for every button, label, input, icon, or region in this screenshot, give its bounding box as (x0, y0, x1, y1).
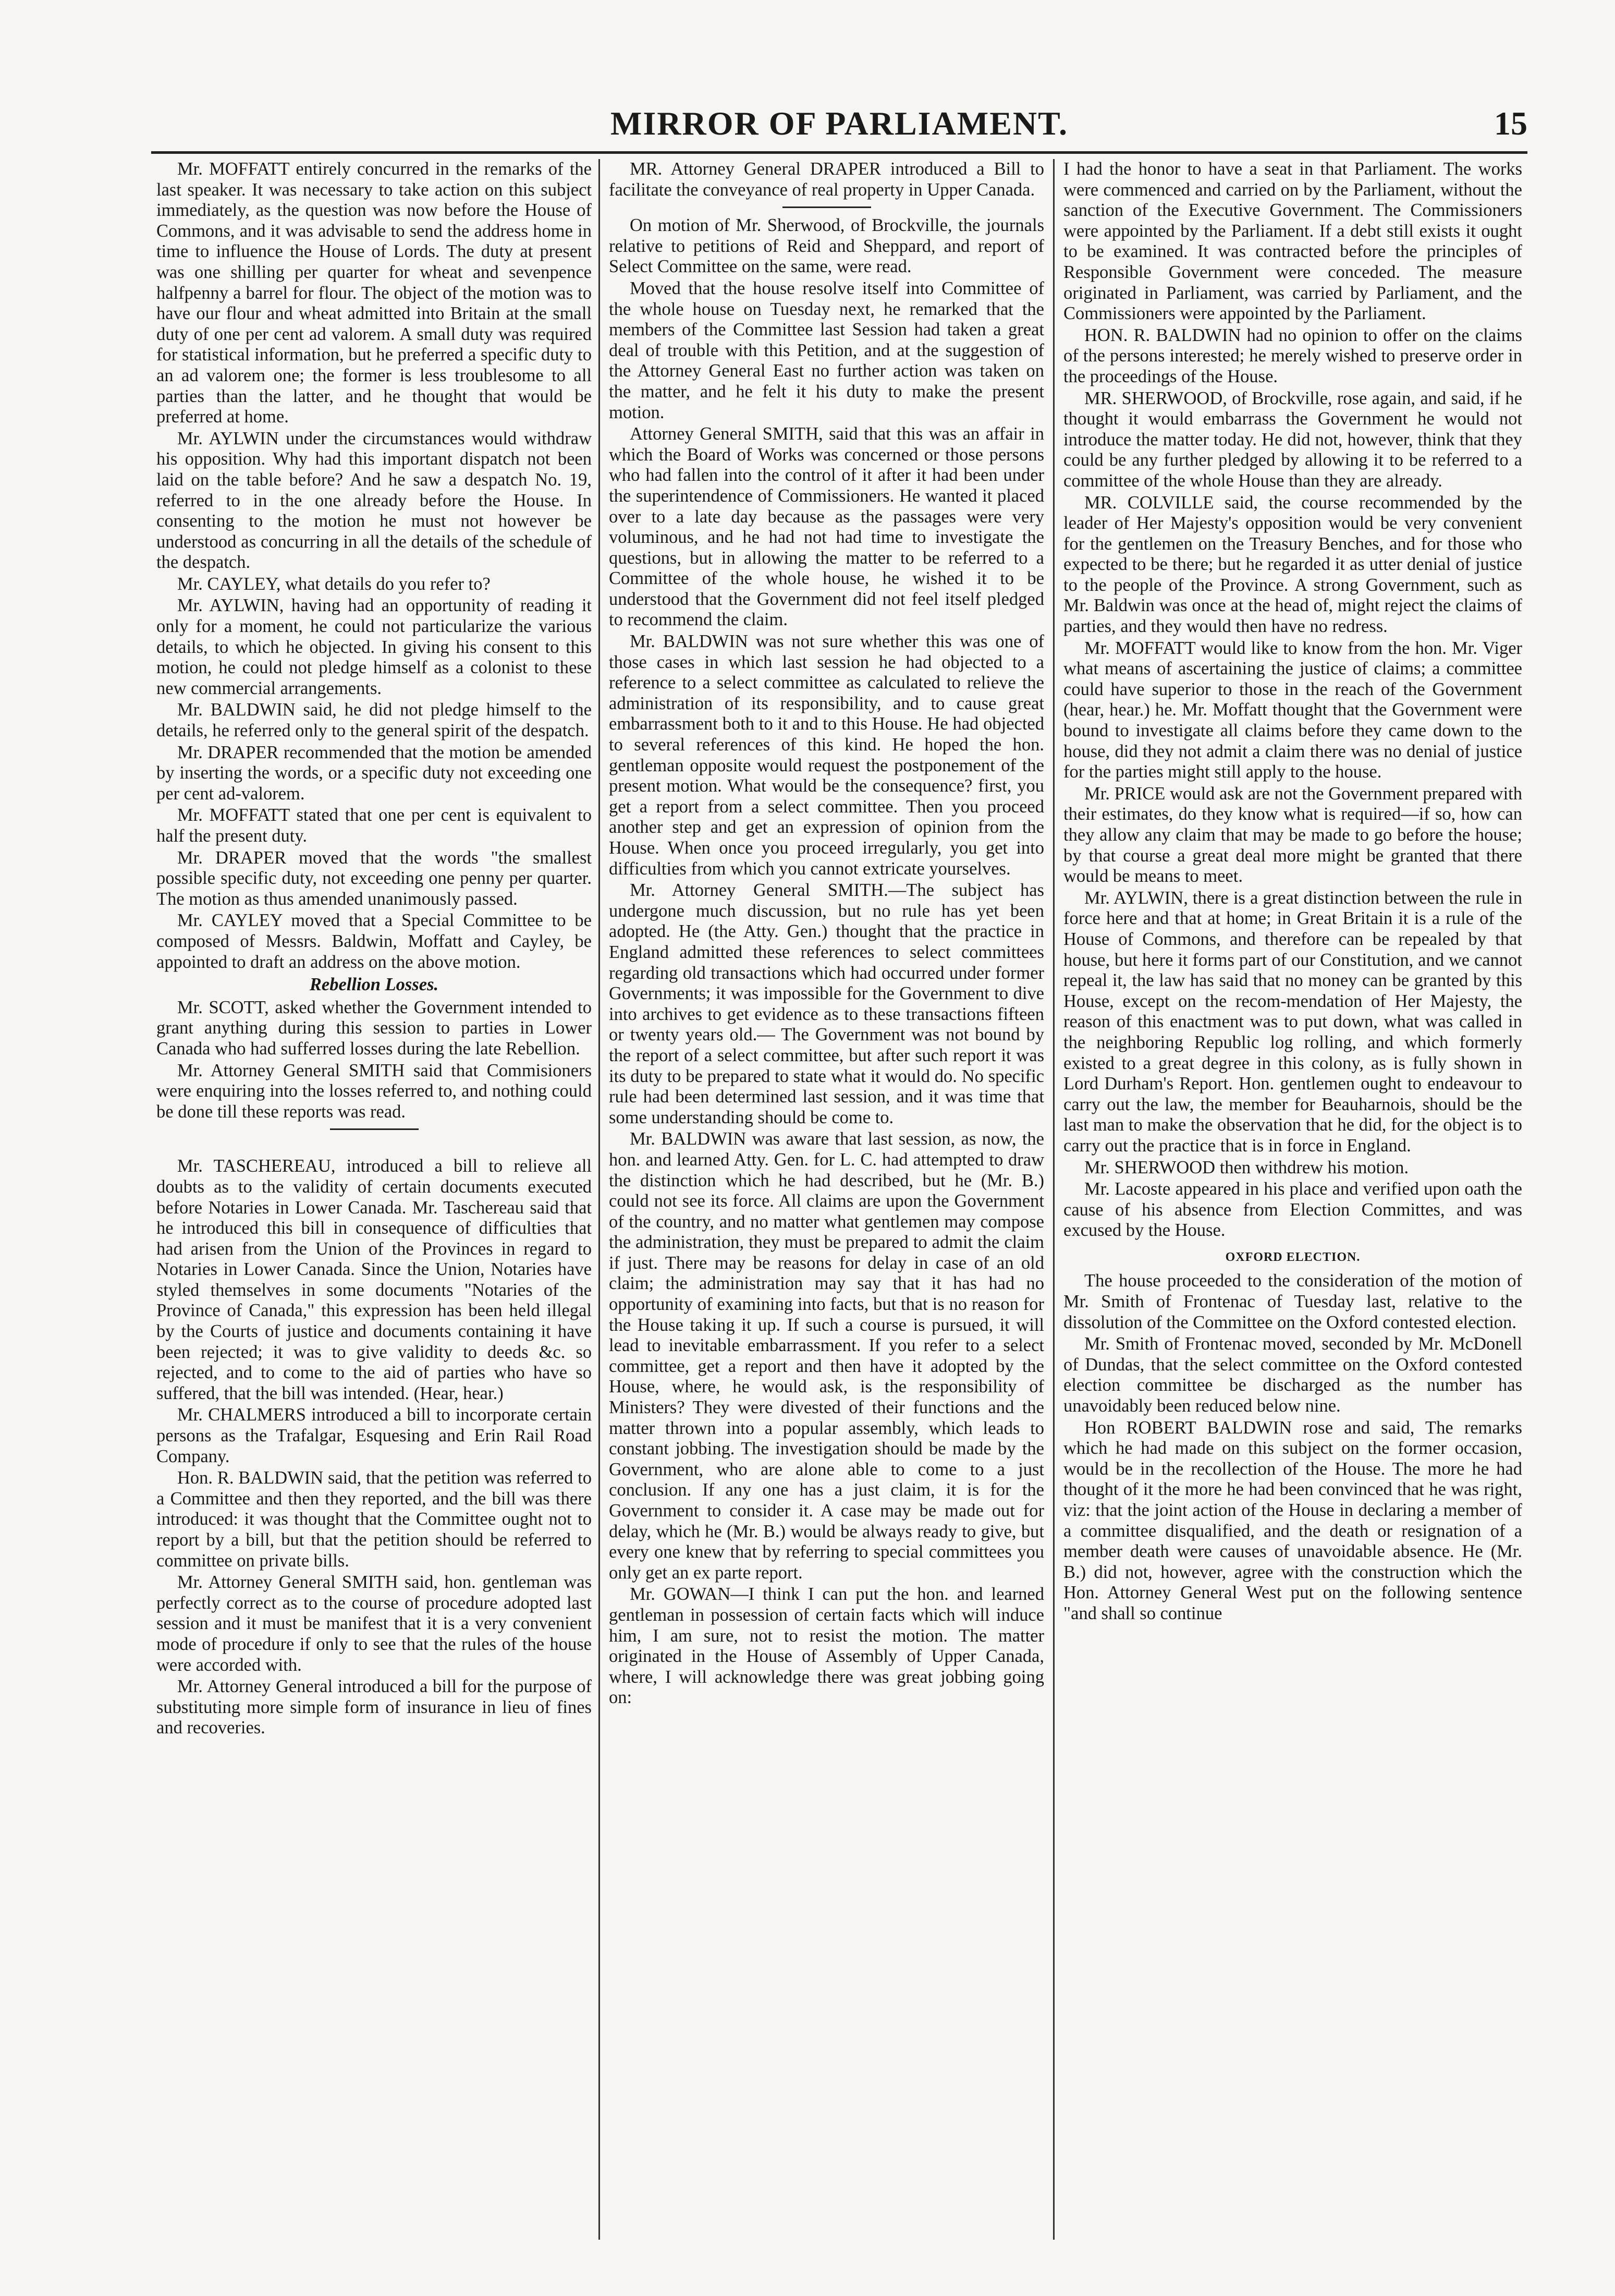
paragraph: Mr. GOWAN—I think I can put the hon. and learned gentleman in possession of certain facts which will induce him, I am sure, not to resist the motion. The matter originated in the House of Assembly of Upper Canada, where, I will acknowledge there was great jobbing going on: (609, 1584, 1044, 1708)
column-2 (609, 159, 1044, 2240)
header-rule (151, 151, 1527, 154)
column-divider (1053, 159, 1055, 2240)
page-header (151, 104, 1527, 146)
paragraph: Mr. TASCHEREAU, introduced a bill to relieve all doubts as to the validity of certain documents executed before Notaries in Lower Canada. Mr. Taschereau said that he introduced this bill in consequence of difficulties that had arisen from the Union of the Provinces in regard to Notaries in Lower Canada. Since the Union, Notaries have styled themselves in some documents "Notaries of the Province of Canada," this expression has been held illegal by the Courts of justice and documents containing it have been rejected; it was to give validity to deeds &c. so rejected, and to come to the aid of parties who have so suffered, that the bill was intended. (Hear, hear.) (156, 1156, 592, 1403)
column-3 (1063, 159, 1522, 2240)
paragraph: The house proceeded to the consideration of the motion of Mr. Smith of Frontenac of Tuesday last, relative to the dissolution of the Committee on the Oxford contested election. (1063, 1271, 1522, 1332)
paragraph: Mr. DRAPER moved that the words "the smallest possible specific duty, not exceeding one penny per quarter. The motion as thus amended unanimously passed. (156, 847, 592, 909)
paragraph: MR. Attorney General DRAPER introduced a Bill to facilitate the conveyance of real property in Upper Canada. (609, 159, 1044, 200)
page-number: 15 (1494, 105, 1527, 142)
section-heading: Rebellion Losses. (309, 975, 439, 995)
paragraph: Attorney General SMITH, said that this was an affair in which the Board of Works was concerned or those persons who had fallen into the control of it after it had been under the superintendence of Commissioners. He wanted it placed over to a late day because as the passages were very voluminous, and he had not had time to investigate the questions, but in allowing the matter to be referred to a Committee of the whole house, he wished it to be understood that the Government did not feel itself pledged to recommend the claim. (609, 424, 1044, 630)
section-rule (782, 206, 871, 208)
paragraph: Mr. CHALMERS introduced a bill to incorporate certain persons as the Trafalgar, Esquesing and Erin Rail Road Company. (156, 1405, 592, 1466)
paragraph: Mr. AYLWIN, there is a great distinction between the rule in force here and that at home; in Great Britain it is a rule of the House of Commons, and therefore can be repealed by that house, but here it forms part of our Constitution, and we cannot repeal it, the law has said that no money can be granted by this House, except on the recom-mendation of Her Majesty, the reason of this enactment was to put down, what was called in the neighboring Republic log rolling, and which formerly existed to a great degree in this colony, as is fully shown in Lord Durham's Report. Hon. gentlemen ought to endeavour to carry out the law, the member for Beauharnois, should be the last man to make the observation that he did, for the object is to carry out the practice that is in force in England. (1063, 888, 1522, 1156)
paragraph: Mr. BALDWIN was aware that last session, as now, the hon. and learned Atty. Gen. for L. C. had attempted to draw the distinction which he had described, but he (Mr. B.) could not see its force. All claims are upon the Government of the country, and no matter what gentlemen may compose the administration, they must be prepared to admit the claim if just. There may be reasons for delay in case of an old claim; the administration may say that it has had no opportunity of examining into facts, but that is no reason for the House taking it up. If such a course is pursued, it will lead to inevitable embarrassment. If you refer to a select committee, get a report and then have it adopted by the House, where, he would ask, is the responsibility of Ministers? They were divested of their functions and the matter thrown into a popular assembly, which leads to constant jobbing. The investigation should be made by the Government, who are alone able to come to a just conclusion. If any one has a just claim, it is for the Government to consider it. A case may be made out for delay, which he (Mr. B.) would be always ready to give, but every one knew that by referring to special committees you only get an ex parte report. (609, 1129, 1044, 1583)
column-divider (598, 159, 600, 2240)
paragraph: HON. R. BALDWIN had no opinion to offer on the claims of the persons interested; he merely wished to preserve order in the proceedings of the House. (1063, 325, 1522, 386)
paragraph: Mr. BALDWIN was not sure whether this was one of those cases in which last session he had objected to a reference to a select committee as calculated to relieve the administration of its responsibility, and to cause great embarrassment both to it and to this House. He had objected to several references of this kind. He hoped the hon. gentleman opposite would request the postponement of the present motion. What would be the consequence? first, you get a report from a select committee. Then you proceed another step and get an expression of opinion from the House. When once you proceed irregularly, you get into difficulties from which you cannot extricate yourselves. (609, 631, 1044, 879)
paragraph: Mr. Attorney General introduced a bill for the purpose of substituting more simple form of insurance in lieu of fines and recoveries. (156, 1677, 592, 1738)
paragraph: Mr. AYLWIN under the circumstances would withdraw his opposition. Why had this important dispatch not been laid on the table before? And he saw a despatch No. 19, referred to in the one already before the House. In consenting to the motion he must not however be understood as concurring in all the details of the schedule of the despatch. (156, 428, 592, 573)
paragraph: Mr. MOFFATT would like to know from the hon. Mr. Viger what means of ascertaining the justice of claims; a committee could have superior to those in the reach of the Government (hear, hear.) he. Mr. Moffatt thought that the Government were bound to investigate all claims before they came down to the house, did they not admit a claim there was no denial of justice for the parties might still apply to the house. (1063, 638, 1522, 782)
paragraph: Mr. Smith of Frontenac moved, seconded by Mr. McDonell of Dundas, that the select committee on the Oxford contested election committee be discharged as the number has unavoidably been reduced below nine. (1063, 1334, 1522, 1416)
section-heading: OXFORD ELECTION. (1225, 1250, 1361, 1264)
running-title: MIRROR OF PARLIAMENT. (610, 105, 1069, 142)
section-rule (330, 1128, 419, 1130)
paragraph: Mr. SHERWOOD then withdrew his motion. (1084, 1157, 1409, 1177)
paragraph: Mr. DRAPER recommended that the motion be amended by inserting the words, or a specific duty not exceeding one per cent ad-valorem. (156, 742, 592, 804)
paragraph: Mr. MOFFATT entirely concurred in the remarks of the last speaker. It was necessary to take action on this subject immediately, as the question was now before the House of Commons, and it was advisable to send the address home in time to influence the House of Lords. The duty at present was one shilling per quarter for wheat and sevenpence halfpenny a barrel for flour. The object of the motion was to have our flour and wheat admitted into Britain at the small duty of one per cent ad valorem. A small duty was required for statistical information, but he preferred a specific duty to an ad valorem one; the former is less troublesome to all parties than the latter, and he thought that would be preferred at home. (156, 159, 592, 427)
paragraph: Mr. Lacoste appeared in his place and verified upon oath the cause of his absence from Election Committes, and was excused by the House. (1063, 1179, 1522, 1241)
paragraph: Hon. R. BALDWIN said, that the petition was referred to a Committee and then they reported, and the bill was there introduced: it was thought that the Committee ought not to report by a bill, but that the petition should be referred to committee on private bills. (156, 1468, 592, 1571)
paragraph: On motion of Mr. Sherwood, of Brockville, the journals relative to petitions of Reid and Sheppard, and report of Select Committee on the same, were read. (609, 215, 1044, 277)
paragraph: Mr. Attorney General SMITH said that Commisioners were enquiring into the losses referred to, and nothing could be done till these reports was read. (156, 1060, 592, 1122)
paragraph: Mr. MOFFATT stated that one per cent is equivalent to half the present duty. (156, 805, 592, 846)
spacer (156, 1137, 592, 1156)
paragraph: MR. COLVILLE said, the course recommended by the leader of Her Majesty's opposition would be very convenient for the gentlemen on the Treasury Benches, and for those who expected to be there; but he regarded it as utter denial of justice to the people of the Province. A strong Government, such as Mr. Baldwin was once at the head of, might reject the claims of parties, and they would then have no redress. (1063, 492, 1522, 637)
paragraph: Hon ROBERT BALDWIN rose and said, The remarks which he had made on this subject on the former occasion, would be in the recollection of the House. The more he had thought of it the more he had been convinced that he was right, viz: that the joint action of the House in declaring a member of a committee disqualified, and the death or resignation of a member death were causes of unavoidable absence. He (Mr. B.) did not, however, agree with the construction which the Hon. Attorney General West put on the following sentence "and shall so continue (1063, 1417, 1522, 1623)
paragraph: Mr. CAYLEY, what details do you refer to? (177, 574, 491, 594)
paragraph: Mr. AYLWIN, having had an opportunity of reading it only for a moment, he could not particularize the various details, to which he objected. In giving his consent to this motion, he could not pledge himself as a colonist to these new commercial arrangements. (156, 596, 592, 698)
paragraph: Mr. Attorney General SMITH.—The subject has undergone much discussion, but no rule has yet been adopted. He (the Atty. Gen.) thought that the practice in England admitted these references to select committees regarding old transactions which had occurred under former Governments; it was impossible for the Government to dive into archives to get evidence as to these transactions fifteen or twenty years old.— The Government was not bound by the report of a select committee, but after such report it was its duty to be prepared to state what it would do. No specific rule had been determined last session, and it was time that some understanding should be come to. (609, 880, 1044, 1127)
paragraph: Mr. CAYLEY moved that a Special Committee to be composed of Messrs. Baldwin, Moffatt and Cayley, be appointed to draft an address on the above motion. (156, 910, 592, 972)
paragraph: Mr. BALDWIN said, he did not pledge himself to the details, he referred only to the general spirit of the despatch. (156, 700, 592, 741)
paragraph: MR. SHERWOOD, of Brockville, rose again, and said, if he thought it would embarrass the Government he would not introduce the matter today. He did not, however, think that they could be any further pledged by allowing it to be referred to a committee of the whole House than they are already. (1063, 388, 1522, 491)
paragraph: I had the honor to have a seat in that Parliament. The works were commenced and carried on by the Parliament, without the sanction of the Executive Government. The Commissioners were appointed by the Parliament. If a debt still exists it ought to be examined. It was contracted before the principles of Responsible Government were conceded. The measure originated in Parliament, was carried by Parliament, and the Commissioners were appointed by the Parliament. (1063, 159, 1522, 324)
column-1 (156, 159, 592, 2240)
paragraph: Moved that the house resolve itself into Committee of the whole house on Tuesday next, he remarked that the members of the Committee last Session had taken a great deal of trouble with this Petition, and at the suggestion of the Attorney General East no further action was taken on the matter, and he felt it his duty to make the present motion. (609, 278, 1044, 422)
paragraph: Mr. Attorney General SMITH said, hon. gentleman was perfectly correct as to the course of procedure adopted last session and it must be manifest that it is a very convenient mode of procedure if only to see that the rules of the house were accorded with. (156, 1572, 592, 1675)
paragraph: Mr. SCOTT, asked whether the Government intended to grant anything during this session to parties in Lower Canada who had sufferred losses during the late Rebellion. (156, 997, 592, 1059)
paragraph: Mr. PRICE would ask are not the Government prepared with their estimates, do they know what is required—if so, how can they allow any claim that may be made to go before the house; by that course a great deal more might be granted that there would be means to meet. (1063, 783, 1522, 886)
